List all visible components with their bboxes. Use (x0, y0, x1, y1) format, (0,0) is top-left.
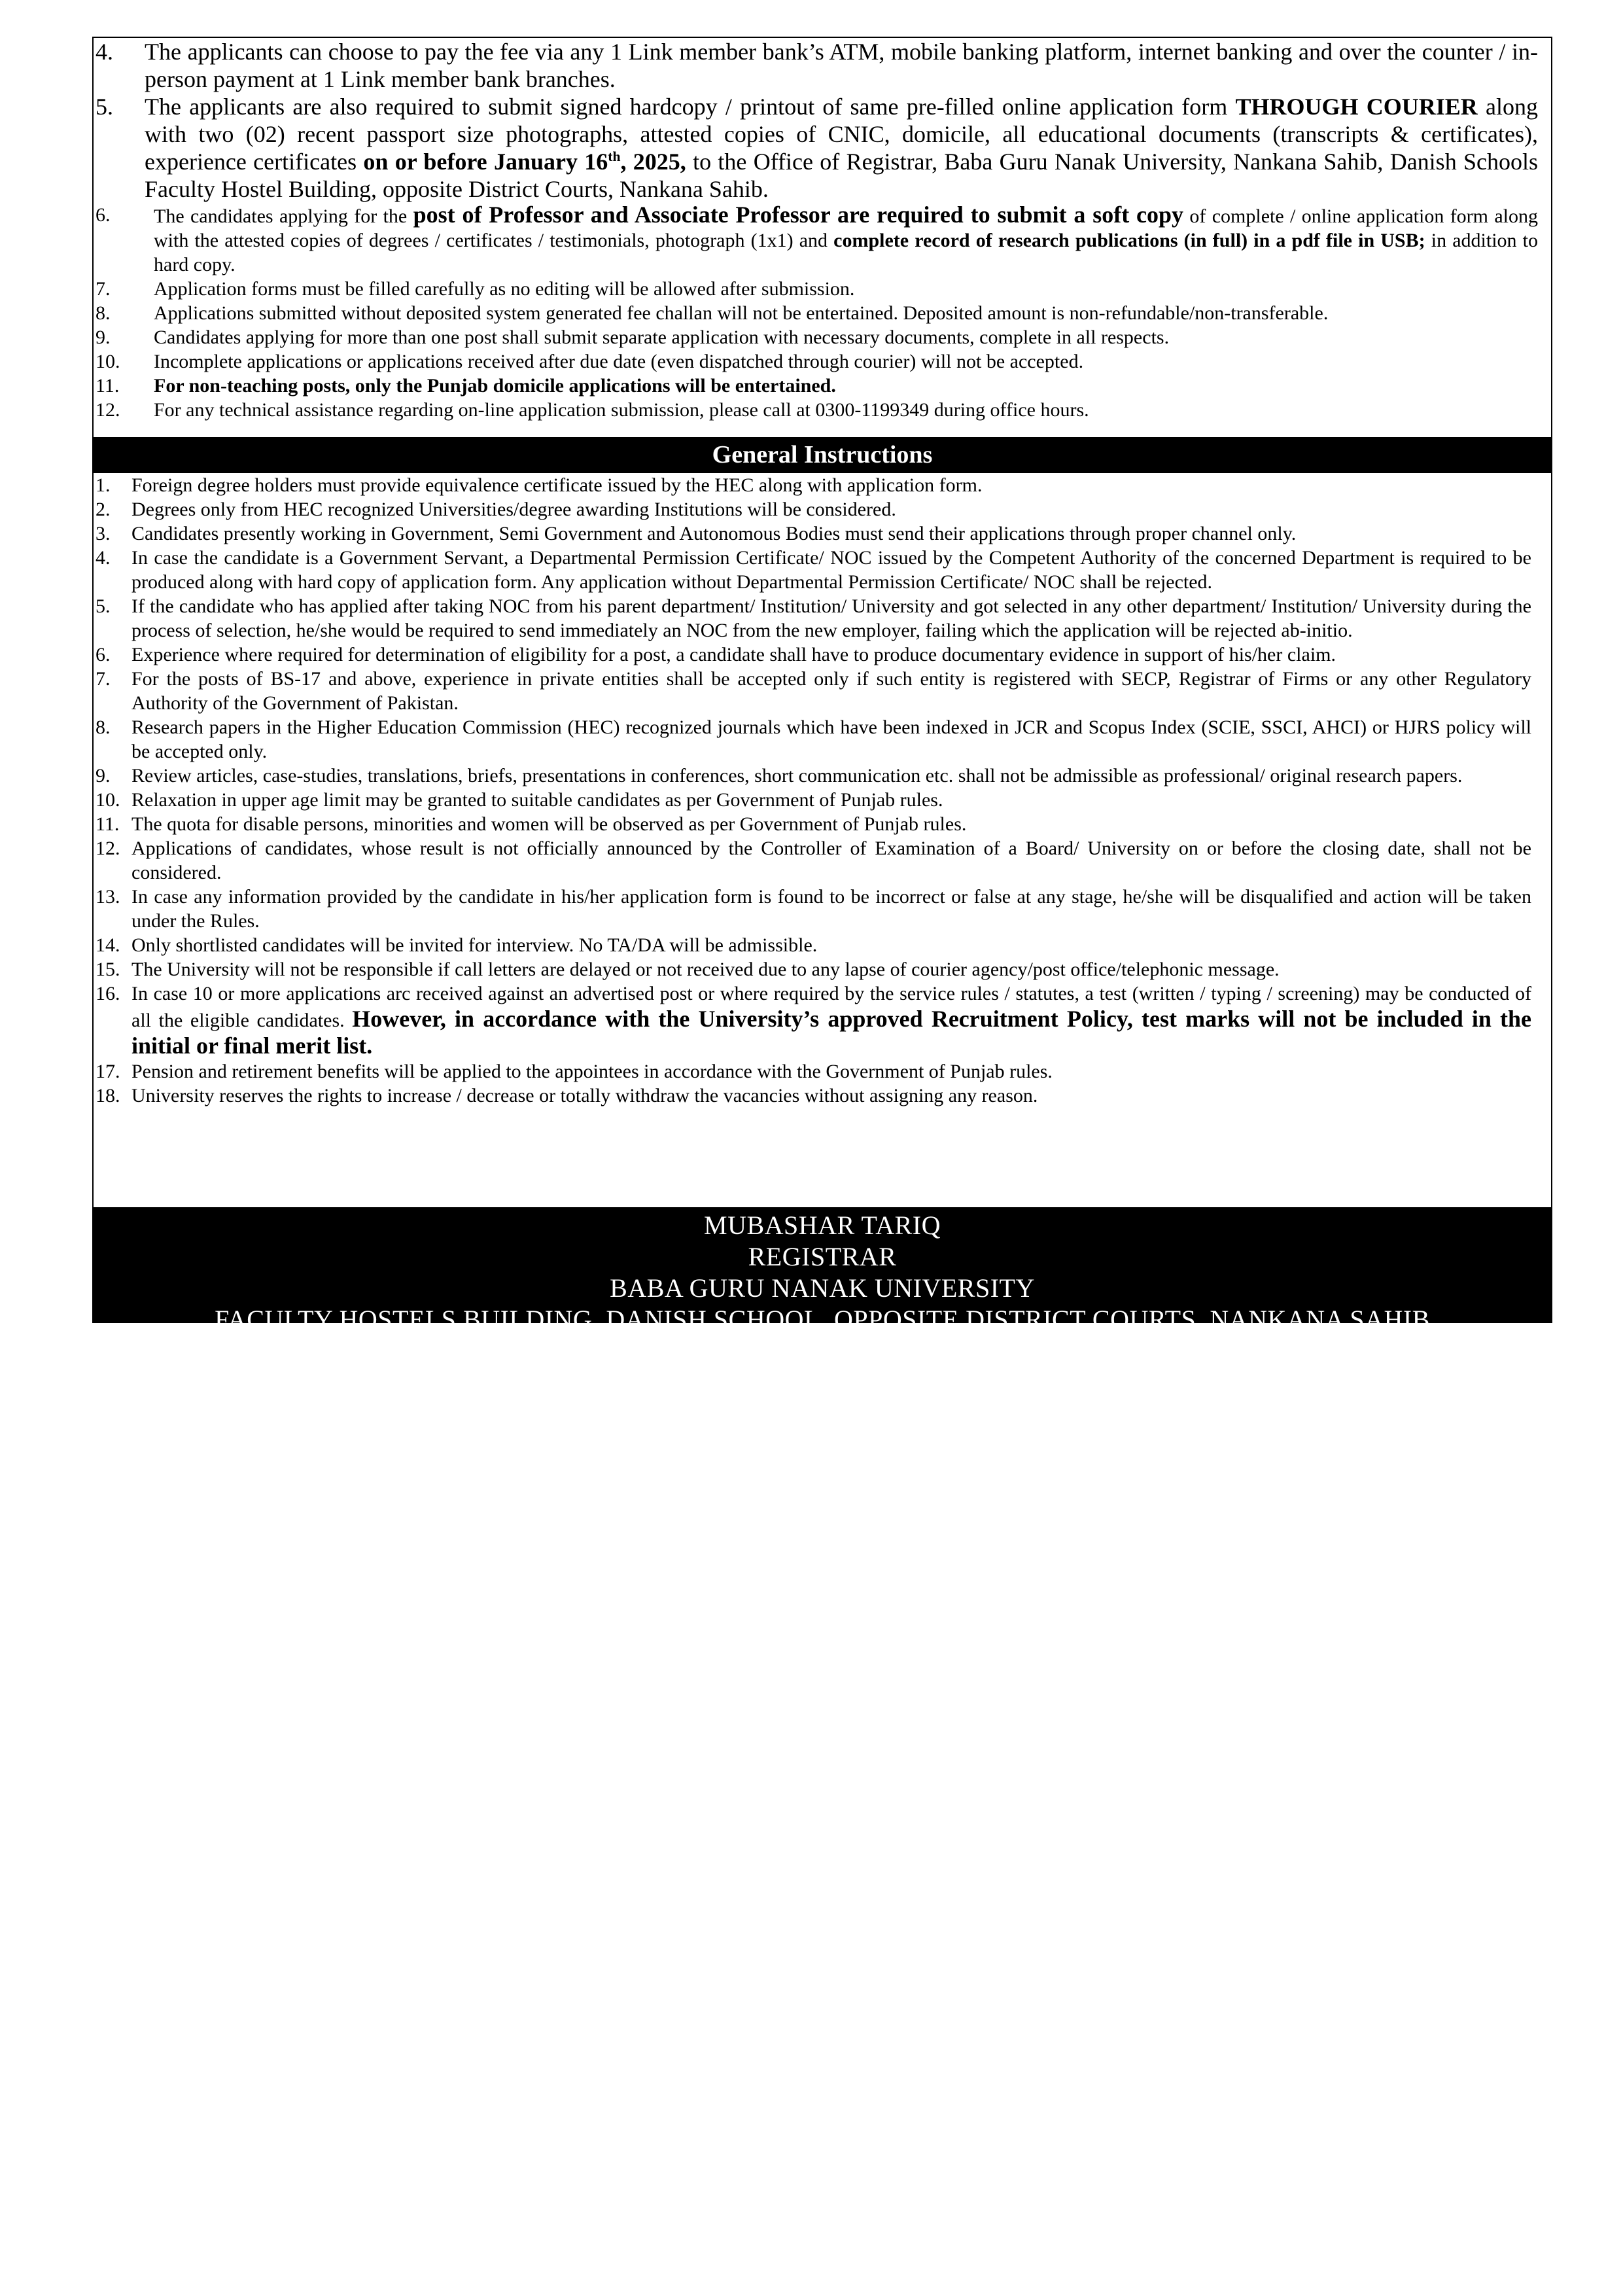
item-text: If the candidate who has applied after taking NOC from his parent department/ Institution/ University and got selected in any other department/ Institution/ University during the process of selection, he/she would be required to send immediately an NOC from the new employer, failing which the application will be rejected ab-initio. (131, 595, 1531, 641)
university-name: BABA GURU NANAK UNIVERSITY (610, 1273, 1035, 1303)
item-text: For the posts of BS-17 and above, experience in private entities shall be accepted only if such entity is registered with SECP, Registrar of Firms or any other Regulatory Authority of the Government of Pakistan. (131, 668, 1531, 714)
item-text: The quota for disable persons, minorities and women will be observed as per Government of Punjab rules. (131, 813, 967, 835)
instruction-10 (94, 349, 1551, 374)
item-text: Relaxation in upper age limit may be granted to suitable candidates as per Government of Punjab rules. (131, 789, 943, 811)
item-text: Application forms must be filled carefully as no editing will be allowed after submission. (154, 278, 855, 300)
general-item-14 (94, 933, 1551, 957)
item-text: Pension and retirement benefits will be applied to the appointees in accordance with the Government of Punjab rules. (131, 1061, 1053, 1082)
item-text: The applicants are also required to submit signed hardcopy / printout of same pre-filled online application form (145, 94, 1236, 120)
advertisement-box (92, 37, 1552, 1366)
item-text: in addition to hard copy. (154, 230, 1538, 275)
university-address: FACULTY HOSTELS BUILDING, DANISH SCHOOL, OPPOSITE DISTRICT COURTS, NANKANA SAHIB (215, 1305, 1430, 1334)
item-bold-text: THROUGH COURIER (1235, 94, 1478, 120)
item-text: For non-teaching posts, only the Punjab domicile applications will be entertained. (154, 375, 836, 397)
general-item-7 (94, 667, 1551, 715)
item-number: 7. (96, 668, 111, 690)
item-text: University reserves the rights to increase / decrease or totally withdraw the vacancies without assigning any reason. (131, 1085, 1038, 1106)
instruction-6 (94, 203, 1551, 277)
item-bold-text: However, in accordance with the University’s approved Recruitment Policy, test marks will not be included in the initial or final merit list. (131, 1006, 1531, 1059)
general-item-5 (94, 594, 1551, 643)
item-number: 15. (96, 959, 120, 980)
instruction-11 (94, 374, 1551, 398)
item-text: Candidates presently working in Government, Semi Government and Autonomous Bodies must send their applications through proper channel only. (131, 523, 1297, 544)
item-number: 13. (96, 886, 120, 908)
item-text: Review articles, case-studies, translations, briefs, presentations in conferences, short communication etc. shall not be admissible as professional/ original research papers. (131, 765, 1463, 786)
item-text: Research papers in the Higher Education Commission (HEC) recognized journals which have been indexed in JCR and Scopus Index (SCIE, SSCI, AHCI) or HJRS policy will be accepted only. (131, 716, 1531, 762)
general-item-16 (94, 981, 1551, 1059)
item-number: 1. (96, 474, 111, 496)
item-number: 11. (96, 813, 120, 835)
item-text: In case 10 or more applications arc received against an advertised post or where required by the service rules / statutes, a test (written / typing / screening) may be conducted of all the eligible candidates. (131, 983, 1531, 1031)
item-text: Applications of candidates, whose result is not officially announced by the Controller of Examination of a Board/ University on or before the closing date, shall not be considered. (131, 838, 1531, 883)
general-item-8 (94, 715, 1551, 764)
item-text: The University will not be responsible if call letters are delayed or not received due to any lapse of courier agency/post office/telephonic message. (131, 959, 1280, 980)
item-text: Applications submitted without deposited system generated fee challan will not be entertained. Deposited amount is non-refundable/non-transferable. (154, 302, 1329, 324)
general-item-3 (94, 521, 1551, 546)
item-text: In case any information provided by the candidate in his/her application form is found to be incorrect or false at any stage, he/she will be disqualified and action will be taken under the Rules. (131, 886, 1531, 932)
item-text: Candidates applying for more than one post shall submit separate application with necessary documents, complete in all respects. (154, 327, 1170, 348)
item-number: 9. (96, 327, 111, 348)
item-number: 11. (96, 375, 120, 397)
registrar-name: MUBASHAR TARIQ (704, 1210, 941, 1240)
general-item-2 (94, 497, 1551, 521)
item-bold-text: post of Professor and Associate Professor are required to submit a soft copy (413, 202, 1184, 228)
item-number: 14. (96, 934, 120, 956)
general-item-1 (94, 473, 1551, 497)
item-text: The applicants can choose to pay the fee via any 1 Link member bank’s ATM, mobile banking platform, internet banking and over the counter / in-person payment at 1 Link member bank branches. (145, 39, 1538, 92)
deadline-text: on or before January 16 (363, 149, 608, 175)
deadline-year: , 2025, (620, 149, 686, 175)
general-item-4 (94, 546, 1551, 594)
item-number: 7. (96, 278, 111, 300)
item-number: 18. (96, 1085, 120, 1106)
item-number: 10. (96, 351, 120, 372)
item-number: 6. (96, 204, 111, 226)
item-text: In case the candidate is a Government Servant, a Departmental Permission Certificate/ NOC issued by the Competent Authority of the concerned Department is required to be produced along with hard copy of application form. Any application without Departmental Permission Certificate/ NOC shall be rejected. (131, 547, 1531, 593)
item-number: 10. (96, 789, 120, 811)
item-number: 16. (96, 983, 120, 1004)
instruction-4 (94, 38, 1551, 93)
item-number: 5. (96, 94, 113, 120)
instruction-9 (94, 325, 1551, 349)
item-number: 12. (96, 399, 120, 421)
general-instructions (94, 473, 1551, 1207)
item-number: 9. (96, 765, 111, 786)
general-item-17 (94, 1059, 1551, 1084)
item-text: The candidates applying for the (154, 205, 413, 227)
instruction-12 (94, 398, 1551, 422)
item-number: 6. (96, 644, 111, 665)
general-instructions-heading: General Instructions (94, 437, 1551, 473)
general-item-9 (94, 764, 1551, 788)
general-item-13 (94, 885, 1551, 933)
instruction-5 (94, 93, 1551, 203)
instruction-7 (94, 277, 1551, 301)
item-text: Degrees only from HEC recognized Universities/degree awarding Institutions will be considered. (131, 499, 896, 520)
item-text: along with two (02) recent passport size photographs, attested copies of CNIC, domicile, all educational documents (transcripts & certificates), experience certificates (145, 94, 1538, 175)
item-number: 12. (96, 838, 120, 859)
general-item-11 (94, 812, 1551, 836)
item-text: to the Office of Registrar, Baba Guru Nanak University, Nankana Sahib, Danish Schools Faculty Hostel Building, opposite District Courts, Nankana Sahib. (145, 149, 1539, 202)
item-bold-text: complete record of research publications (in full) in a pdf file in USB; (833, 230, 1425, 251)
item-number: 4. (96, 39, 113, 65)
item-text: of complete / online application form along with the attested copies of degrees / certificates / testimonials, photograph (1x1) and (154, 205, 1539, 251)
item-number: 4. (96, 547, 111, 569)
general-item-10 (94, 788, 1551, 812)
item-text: Experience where required for determination of eligibility for a post, a candidate shall have to produce documentary evidence in support of his/her claim. (131, 644, 1336, 665)
item-number: 8. (96, 302, 111, 324)
item-number: 17. (96, 1061, 120, 1082)
item-number: 2. (96, 499, 111, 520)
application-instructions (94, 38, 1551, 437)
item-text: Only shortlisted candidates will be invited for interview. No TA/DA will be admissible. (131, 934, 818, 956)
item-number: 8. (96, 716, 111, 738)
ordinal-suffix: th (608, 149, 621, 164)
item-text: Incomplete applications or applications received after due date (even dispatched through courier) will not be accepted. (154, 351, 1084, 372)
item-text: For any technical assistance regarding on-line application submission, please call at 0300-1199349 during office hours. (154, 399, 1089, 421)
general-item-6 (94, 643, 1551, 667)
general-item-12 (94, 836, 1551, 885)
registrar-designation: REGISTRAR (748, 1242, 897, 1271)
item-number: 3. (96, 523, 111, 544)
general-item-15 (94, 957, 1551, 981)
item-text: Foreign degree holders must provide equivalence certificate issued by the HEC along with application form. (131, 474, 983, 496)
general-item-18 (94, 1084, 1551, 1108)
contact-phone: PHONE: 056-9201171 (699, 1336, 945, 1366)
instruction-8 (94, 301, 1551, 325)
signature-block (94, 1207, 1551, 1366)
item-number: 5. (96, 595, 111, 617)
